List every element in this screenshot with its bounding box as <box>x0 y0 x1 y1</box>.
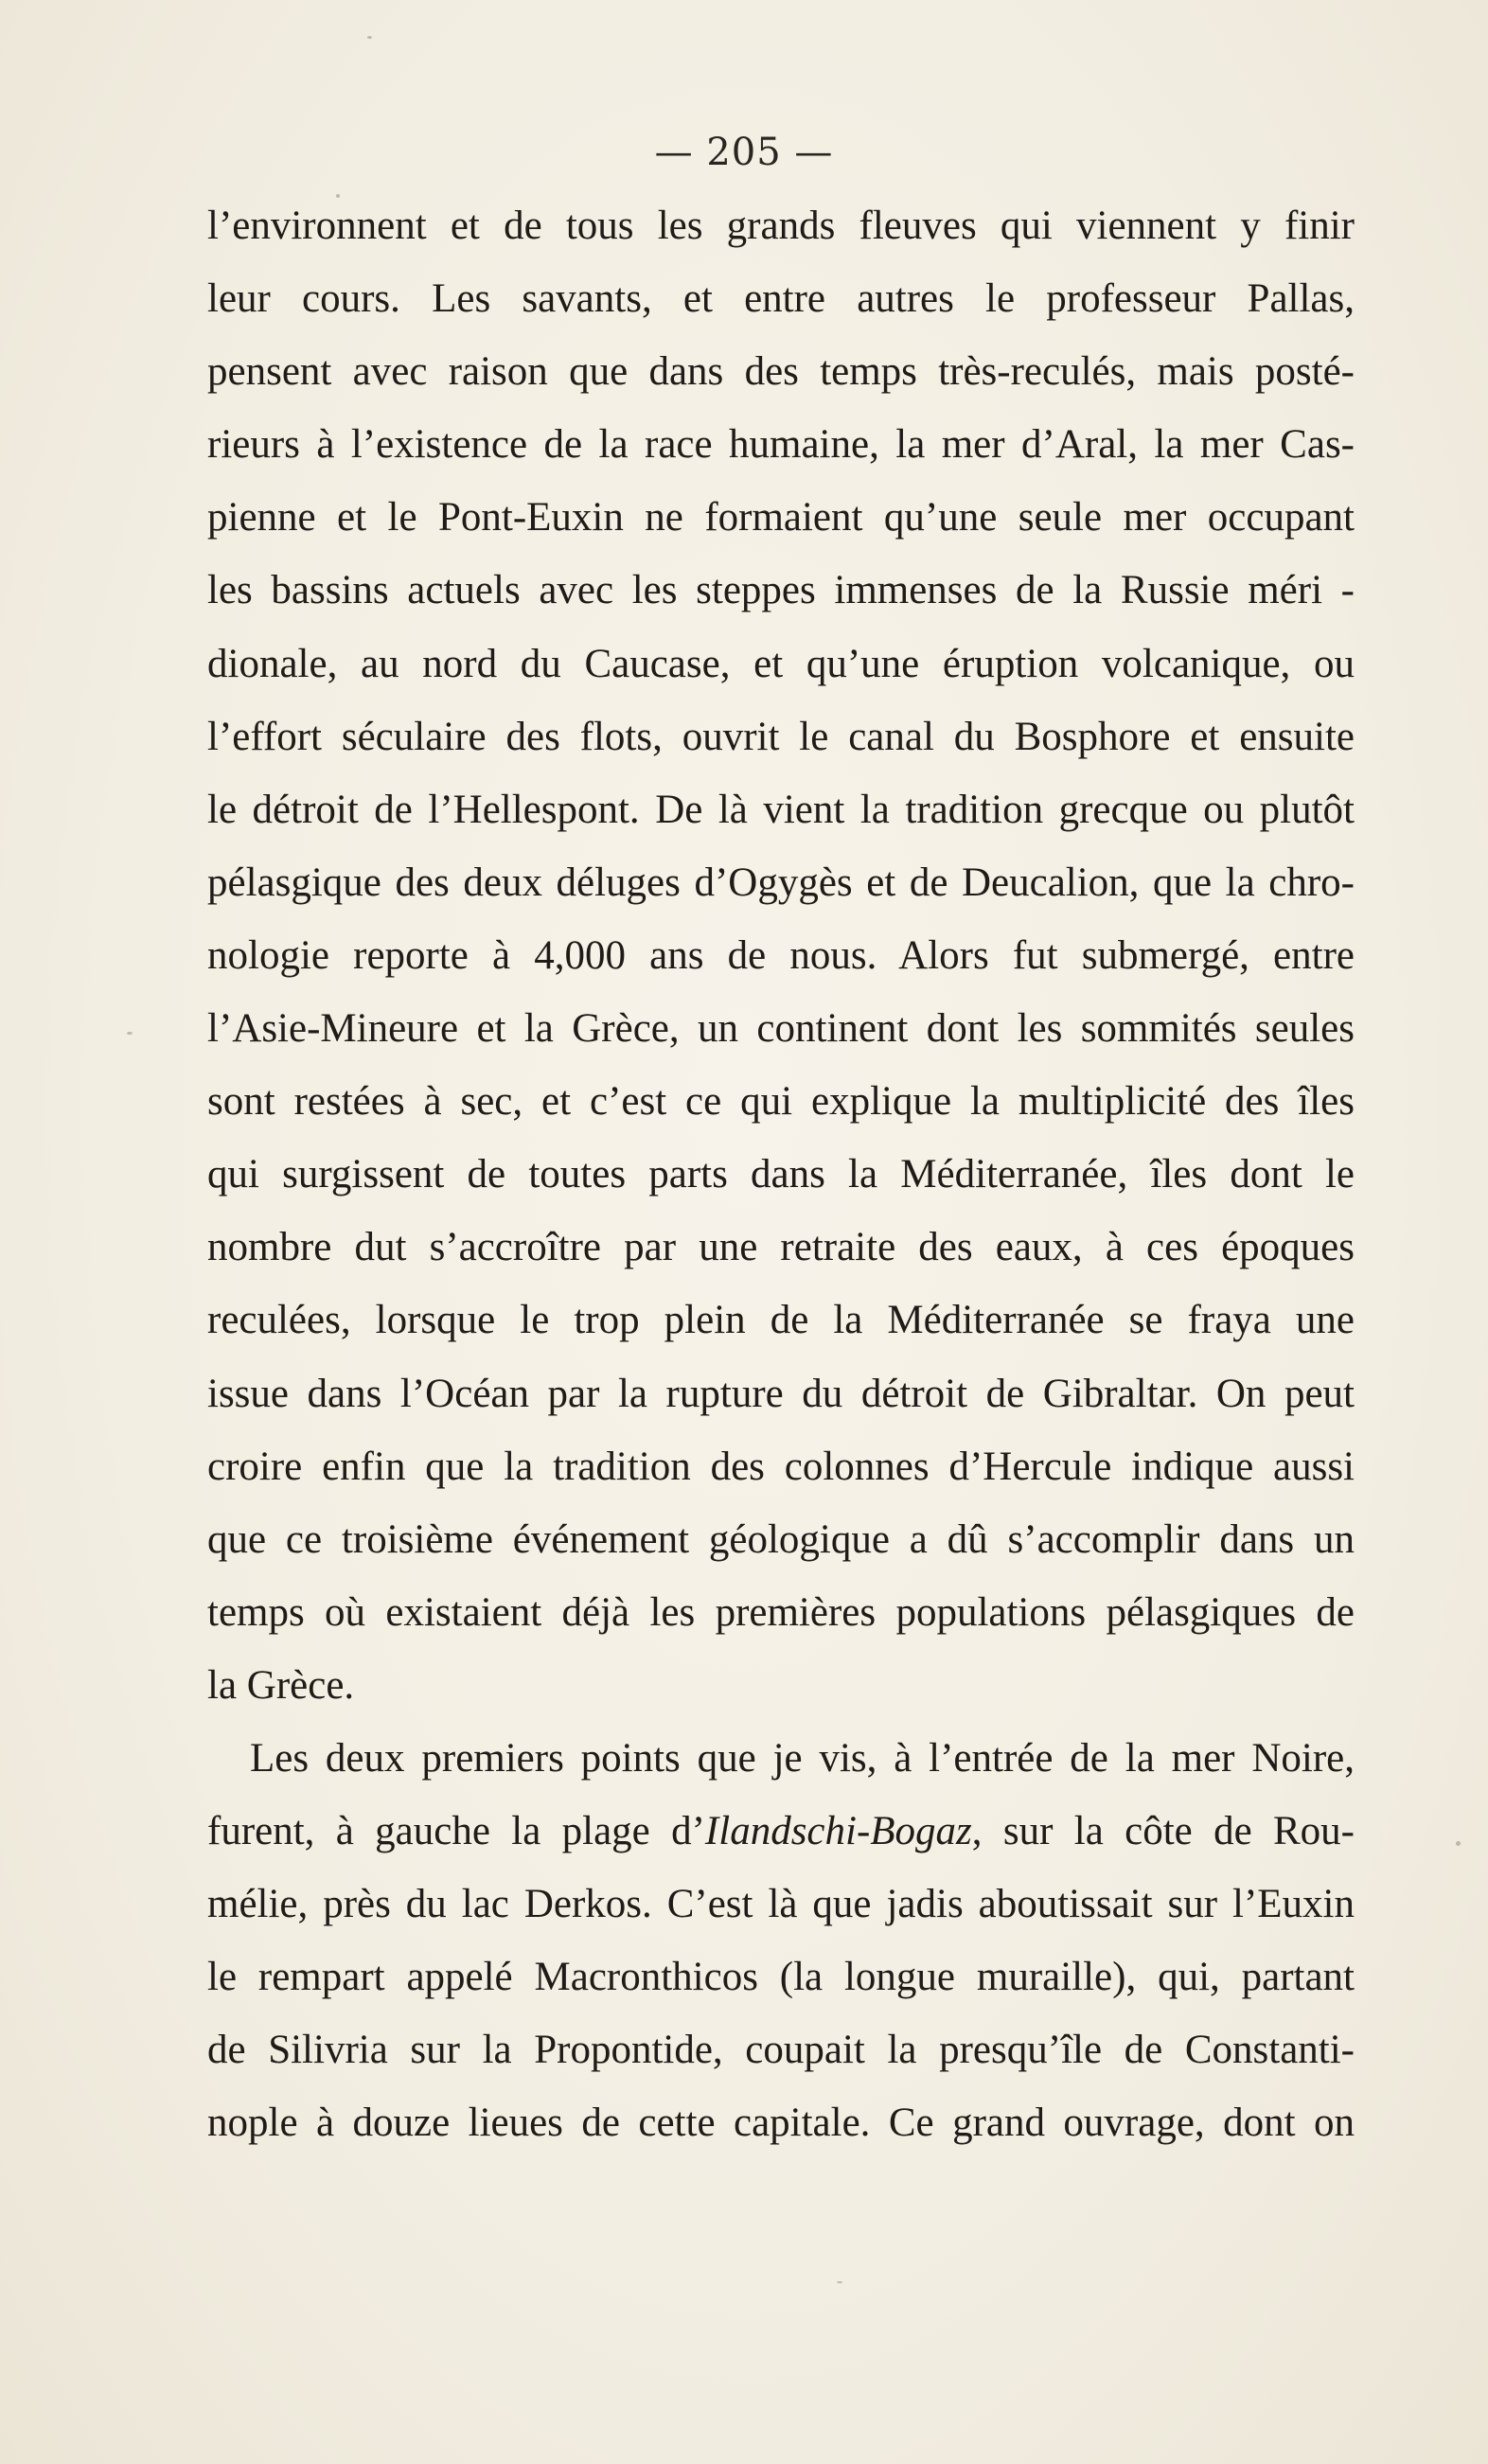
text-segment: , sur la côte de Rou- <box>971 1809 1355 1854</box>
text-line: Les deux premiers points que je vis, à l’entrée de la mer Noire, <box>250 1735 1355 1781</box>
text-line: nologie reporte à 4,000 ans de nous. Alors fut submergé, entre <box>207 932 1355 978</box>
text-line: que ce troisième événement géologique a dû s’accomplir dans un <box>207 1516 1355 1562</box>
paper-speck <box>367 36 372 39</box>
paper-speck <box>837 2281 842 2283</box>
text-segment: furent, à gauche la plage d’ <box>207 1809 705 1854</box>
text-line: le détroit de l’Hellespont. De là vient la tradition grecque ou plutôt <box>207 787 1355 832</box>
paper-speck <box>1456 1841 1461 1846</box>
paper-speck <box>127 1032 133 1035</box>
text-line: pienne et le Pont-Euxin ne formaient qu’une seule mer occupant <box>207 495 1355 541</box>
text-line: mélie, près du lac Derkos. C’est là que jadis aboutissait sur l’Euxin <box>207 1882 1355 1927</box>
text-line: croire enfin que la tradition des colonnes d’Hercule indique aussi <box>207 1444 1355 1489</box>
place-name-italic: Ilandschi-Bogaz <box>704 1809 972 1854</box>
paper-speck <box>336 194 340 198</box>
text-line: l’environnent et de tous les grands fleuves qui viennent y finir <box>207 204 1355 248</box>
text-line: l’Asie-Mineure et la Grèce, un continent dont les sommités seules <box>207 1006 1355 1052</box>
text-line: dionale, au nord du Caucase, et qu’une éruption volcanique, ou <box>207 641 1355 686</box>
text-line: nombre dut s’accroître par une retraite des eaux, à ces époques <box>207 1225 1355 1270</box>
text-line: rieurs à l’existence de la race humaine, la mer d’Aral, la mer Cas- <box>207 422 1355 468</box>
body-text <box>207 189 1355 2160</box>
text-line <box>207 1795 1355 1868</box>
text-line: la Grèce. <box>207 1662 355 1708</box>
text-line: issue dans l’Océan par la rupture du détroit de Gibraltar. On peut <box>207 1371 1355 1416</box>
text-line: pensent avec raison que dans des temps très-reculés, mais posté- <box>207 349 1355 395</box>
text-line: leur cours. Les savants, et entre autres le professeur Pallas, <box>207 276 1355 322</box>
text-line: le rempart appelé Macronthicos (la longue muraille), qui, partant <box>207 1955 1355 2000</box>
text-line: les bassins actuels avec les steppes immenses de la Russie méri - <box>207 568 1355 613</box>
text-line: temps où existaient déjà les premières populations pélasgiques de <box>207 1589 1355 1635</box>
text-line: nople à douze lieues de cette capitale. Ce grand ouvrage, dont on <box>207 2101 1355 2146</box>
page-number: — 205 — <box>654 131 834 174</box>
text-line: reculées, lorsque le trop plein de la Méditerranée se fraya une <box>207 1298 1355 1343</box>
text-line: qui surgissent de toutes parts dans la Méditerranée, îles dont le <box>207 1152 1355 1197</box>
text-line: sont restées à sec, et c’est ce qui explique la multiplicité des îles <box>207 1079 1355 1125</box>
text-line: l’effort séculaire des flots, ouvrit le canal du Bosphore et ensuite <box>207 714 1355 759</box>
text-line: pélasgique des deux déluges d’Ogygès et de Deucalion, que la chro- <box>207 860 1355 905</box>
text-line: de Silivria sur la Propontide, coupait la presqu’île de Constanti- <box>207 2028 1355 2073</box>
